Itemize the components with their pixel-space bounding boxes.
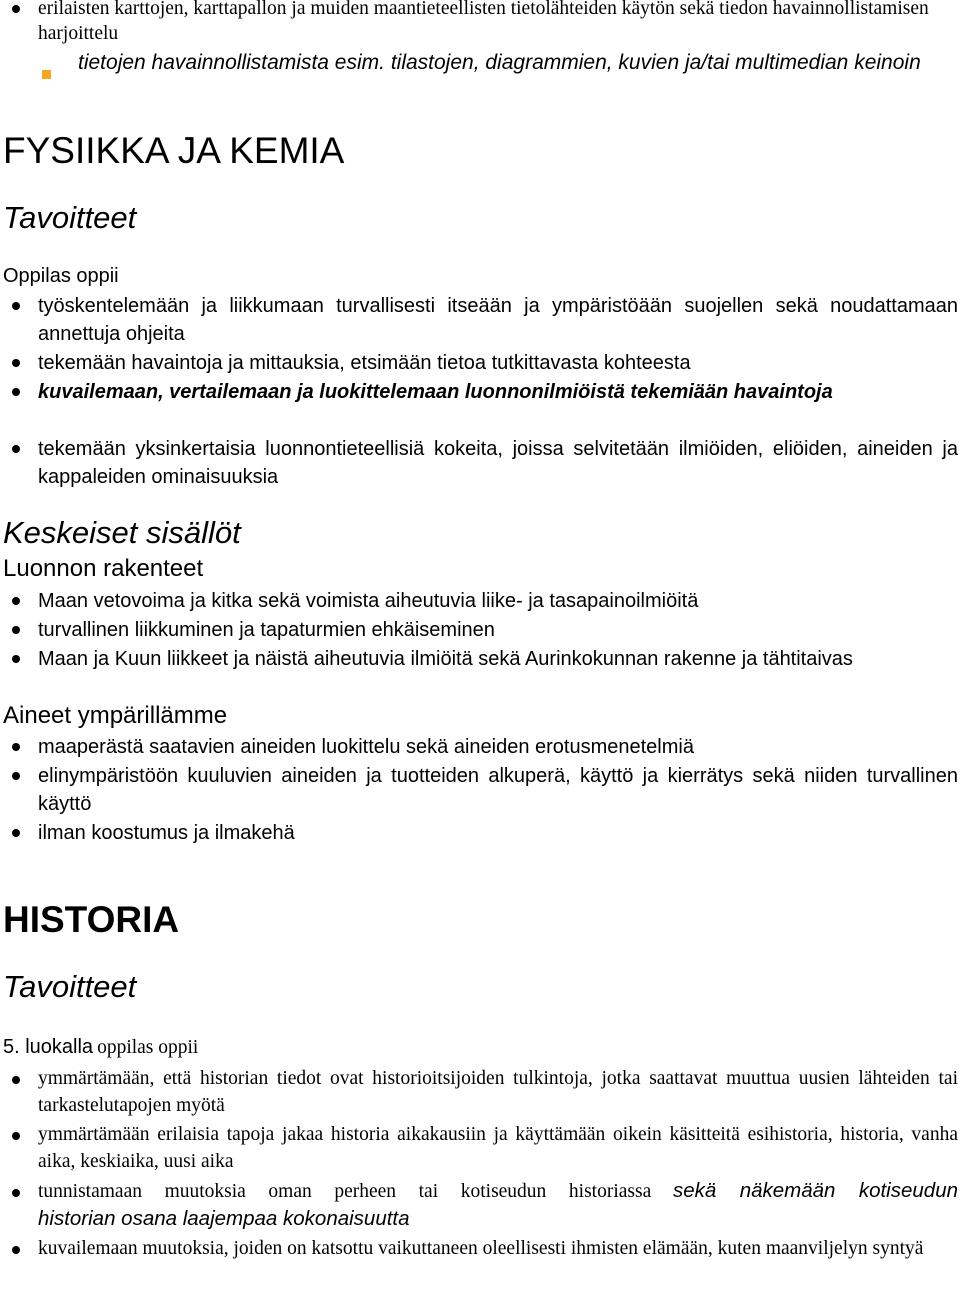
square-bullet-icon — [42, 59, 51, 68]
list-item-text: tekemään havaintoja ja mittauksia, etsimään tietoa tutkittavasta kohteesta — [38, 352, 691, 374]
bullet-icon — [12, 388, 20, 396]
list-item-text: työskentelemään ja liikkumaan turvallisesti itseään ja ympäristöään suojellen sekä noudattamaan annettuja ohjeita — [38, 295, 958, 345]
subheading-nature: Luonnon rakenteet — [3, 555, 204, 582]
list-item — [0, 1177, 960, 1207]
bullet-icon — [12, 5, 20, 13]
orange-square-icon — [42, 70, 51, 79]
bullet-icon — [12, 445, 20, 453]
list-item-text: tekemään yksinkertaisia luonnontieteellisiä kokeita, joissa selvitetään ilmiöiden, eliöiden, aineiden ja kappaleiden ominaisuuksia — [38, 438, 958, 488]
list-item — [0, 762, 960, 818]
section-title: HISTORIA — [3, 899, 180, 940]
bullet-icon — [12, 359, 20, 367]
list-item-text: elinympäristöön kuuluvien aineiden ja tuotteiden alkuperä, käyttö ja kierrätys sekä niiden turvallinen käyttö — [38, 765, 958, 815]
grade-label: 5. luokalla — [3, 1036, 94, 1058]
list-item-continuation — [0, 1205, 960, 1233]
list-item — [0, 616, 960, 644]
list-item — [0, 819, 960, 847]
list-item-text — [38, 49, 958, 76]
list-item — [0, 1235, 960, 1262]
bullet-icon — [12, 655, 20, 663]
list-item-text: turvallinen liikkuminen ja tapaturmien ehkäiseminen — [38, 619, 495, 641]
goals-heading: Tavoitteet — [3, 969, 137, 1004]
goal-text-end-line2: historian osana laajempaa kokonaisuutta — [38, 1207, 410, 1230]
bullet-icon — [12, 597, 20, 605]
goal-text-end: sekä näkemään kotiseudun — [672, 1179, 958, 1202]
list-item — [0, 378, 960, 406]
list-item-text: Maan ja Kuun liikkeet ja näistä aiheutuvia ilmiöitä sekä Aurinkokunnan rakenne ja tähtitaivas — [38, 648, 853, 670]
list-item — [0, 645, 960, 673]
goal-text-start: tunnistamaan muutoksia oman perheen tai kotiseudun historiassa — [38, 1181, 652, 1202]
learner-line: Oppilas oppii — [3, 265, 119, 287]
bullet-icon — [12, 1132, 20, 1140]
list-item — [0, 49, 960, 76]
bullet-icon — [12, 743, 20, 751]
list-item-text: erilaisten karttojen, karttapallon ja muiden maantieteellisten tietolähteiden käytön sekä tiedon havainnollistamisen harjoittelu — [38, 0, 929, 44]
list-item — [0, 1065, 960, 1119]
bullet-icon — [12, 1246, 20, 1254]
content-heading: Keskeiset sisällöt — [3, 515, 241, 550]
list-item — [0, 349, 960, 377]
bullet-icon — [12, 626, 20, 634]
list-item — [0, 587, 960, 615]
subheading-materials: Aineet ympärillämme — [3, 702, 228, 729]
list-item — [0, 435, 960, 491]
list-item-text: ymmärtämään, että historian tiedot ovat historioitsijoiden tulkintoja, jotka saattavat muuttua uusien lähteiden tai tarkastelutapojen myötä — [38, 1068, 958, 1116]
bullet-icon — [12, 1189, 20, 1197]
list-item-text: maaperästä saatavien aineiden luokittelu sekä aineiden erotusmenetelmiä — [38, 736, 694, 758]
list-item — [0, 1121, 960, 1175]
section-title: FYSIIKKA JA KEMIA — [3, 130, 345, 171]
list-item-text — [38, 1177, 958, 1207]
list-item — [0, 0, 960, 46]
list-item — [0, 733, 960, 761]
list-item-text: kuvailemaan, vertailemaan ja luokittelemaan luonnonilmiöistä tekemiään havaintoja — [38, 381, 833, 403]
goals-heading: Tavoitteet — [3, 200, 137, 235]
list-item-text: ilman koostumus ja ilmakehä — [38, 822, 295, 844]
list-item-text: kuvailemaan muutoksia, joiden on katsottu vaikuttaneen oleellisesti ihmisten elämään, kuten maanviljelyn syntyä — [38, 1238, 924, 1259]
list-item-text: Maan vetovoima ja kitka sekä voimista aiheutuvia liike- ja tasapainoilmiöitä — [38, 590, 699, 612]
list-item — [0, 292, 960, 348]
list-item-text-content: tietojen havainnollistamista esim. tilastojen, diagrammien, kuvien ja/tai multimedian keinoin — [78, 51, 921, 74]
bullet-icon — [12, 829, 20, 837]
grade-line — [3, 1034, 198, 1062]
bullet-icon — [12, 1076, 20, 1084]
learner-label: oppilas oppii — [97, 1037, 199, 1058]
bullet-icon — [12, 302, 20, 310]
list-item-text: ymmärtämään erilaisia tapoja jakaa historia aikakausiin ja käyttämään oikein käsitteitä esihistoria, historia, vanha aika, keskiaika, uusi aika — [38, 1124, 958, 1172]
bullet-icon — [12, 772, 20, 780]
